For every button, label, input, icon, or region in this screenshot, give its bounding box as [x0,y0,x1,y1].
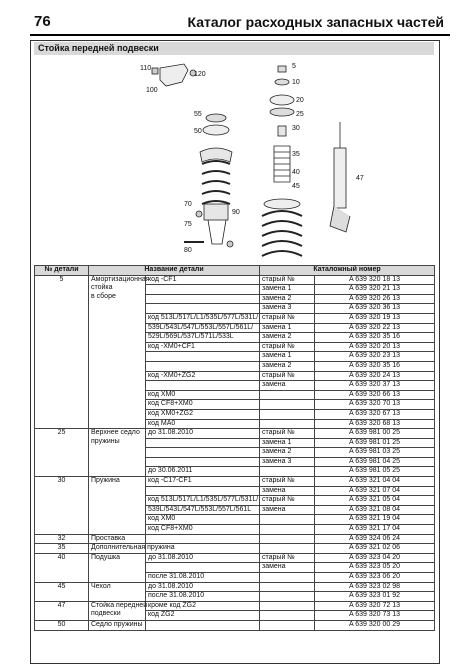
status-label: замена [260,486,315,496]
status-label: старый № [260,477,315,487]
applicability-code [146,361,260,371]
applicability-code [146,620,260,630]
status-label: замена 2 [260,294,315,304]
applicability-code: код ZG2 [146,611,260,621]
part-name: Верхнее седло пружины [89,429,146,477]
catalog-number: A 639 320 67 13 [315,409,435,419]
status-label: старый № [260,429,315,439]
catalog-number: A 639 321 08 04 [315,505,435,515]
catalog-number: A 639 321 19 04 [315,515,435,525]
status-label [260,582,315,592]
callout-10: 10 [292,79,300,86]
status-label [260,534,315,544]
parts-table [34,265,435,631]
column-header: № детали [35,266,89,276]
catalog-number: A 639 981 05 25 [315,467,435,477]
status-label [260,620,315,630]
applicability-code: кроме код ZG2 [146,601,260,611]
catalog-number: A 639 323 02 98 [315,582,435,592]
catalog-number: A 639 320 19 13 [315,313,435,323]
status-label [260,419,315,429]
catalog-number: A 639 320 26 13 [315,294,435,304]
status-label [260,592,315,602]
catalog-number: A 639 320 20 13 [315,342,435,352]
status-label: старый № [260,371,315,381]
status-label: старый № [260,313,315,323]
applicability-code: код XM0 [146,390,260,400]
parts-table-body [35,275,435,630]
component-stack-drawing [262,66,302,256]
applicability-code: 539L/543L/547L/553L/557L/561L [146,505,260,515]
status-label: старый № [260,342,315,352]
applicability-code: до 31.08.2010 [146,553,260,563]
applicability-code: код -XM0+ZG2 [146,371,260,381]
callout-30: 30 [292,125,300,132]
catalog-number: A 639 320 35 16 [315,361,435,371]
catalog-number: A 639 320 37 13 [315,381,435,391]
part-name: Подушка [89,553,146,582]
applicability-code [146,486,260,496]
catalog-number: A 639 981 04 25 [315,457,435,467]
table-row [35,620,435,630]
catalog-number: A 639 321 07 04 [315,486,435,496]
page-number: 76 [34,13,51,30]
page-title: Каталог расходных запасных частей [187,14,444,30]
status-label [260,525,315,535]
shock-absorber-drawing [330,122,350,232]
status-label [260,409,315,419]
catalog-number: A 639 323 05 20 [315,563,435,573]
catalog-number: A 639 981 03 25 [315,448,435,458]
table-row [35,534,435,544]
callout-90: 90 [232,209,240,216]
status-label: замена 2 [260,333,315,343]
status-label [260,515,315,525]
applicability-code: код XM0+ZG2 [146,409,260,419]
status-label: старый № [260,496,315,506]
part-number: 25 [35,429,89,477]
catalog-number: A 639 320 18 13 [315,275,435,285]
status-label: замена 3 [260,457,315,467]
callout-45: 45 [292,183,300,190]
catalog-number: A 639 981 01 25 [315,438,435,448]
applicability-code [146,285,260,295]
status-label: замена 3 [260,304,315,314]
status-label [260,611,315,621]
part-name: Пружина [89,477,146,535]
applicability-code: код CF8+XM0 [146,525,260,535]
catalog-number: A 639 320 22 13 [315,323,435,333]
catalog-number: A 639 981 00 25 [315,429,435,439]
applicability-code: код XM0 [146,515,260,525]
status-label [260,467,315,477]
catalog-number: A 639 320 68 13 [315,419,435,429]
part-number: 5 [35,275,89,429]
callout-35: 35 [292,151,300,158]
callout-50: 50 [194,128,202,135]
status-label: старый № [260,275,315,285]
applicability-code: код -CF1 [146,275,260,285]
applicability-code [146,563,260,573]
callout-40: 40 [292,169,300,176]
applicability-code [146,457,260,467]
part-name: Седло пружины [89,620,146,630]
applicability-code: после 31.08.2010 [146,573,260,583]
table-row [35,544,435,554]
catalog-number: A 639 320 36 13 [315,304,435,314]
catalog-number: A 639 320 72 13 [315,601,435,611]
callout-47: 47 [356,175,364,182]
applicability-code: код 513L/517L/L1/535L/577L/531L/ [146,496,260,506]
catalog-number: A 639 324 06 24 [315,534,435,544]
status-label: замена 2 [260,448,315,458]
status-label [260,544,315,554]
catalog-number: A 639 321 02 06 [315,544,435,554]
catalog-number: A 639 320 24 13 [315,371,435,381]
part-number: 40 [35,553,89,582]
status-label: замена [260,381,315,391]
status-label: замена 1 [260,285,315,295]
status-label [260,573,315,583]
applicability-code: код 513L/517L/L1/535L/577L/531L/ [146,313,260,323]
applicability-code [146,534,260,544]
status-label: замена 1 [260,438,315,448]
catalog-number: A 639 320 23 13 [315,352,435,362]
table-row [35,275,435,285]
status-label [260,400,315,410]
catalog-number: A 639 320 66 13 [315,390,435,400]
applicability-code: до 31.08.2010 [146,582,260,592]
catalog-number: A 639 320 00 29 [315,620,435,630]
status-label: замена 1 [260,323,315,333]
status-label [260,601,315,611]
part-number: 50 [35,620,89,630]
status-label: замена 1 [260,352,315,362]
applicability-code: до 31.08.2010 [146,429,260,439]
callout-70: 70 [184,201,192,208]
applicability-code: 529L/569L/537L/571L/533L [146,333,260,343]
catalog-number: A 639 321 04 04 [315,477,435,487]
part-number: 35 [35,544,89,554]
page-header [30,12,450,36]
part-name: Амортизационная стойка в сборе [89,275,146,429]
applicability-code [146,352,260,362]
callout-75: 75 [184,221,192,228]
callout-110: 110 [140,65,152,72]
status-label: замена 2 [260,361,315,371]
status-label: старый № [260,553,315,563]
callout-100: 100 [146,87,158,94]
catalog-number: A 639 323 01 92 [315,592,435,602]
status-label: замена [260,505,315,515]
table-row [35,553,435,563]
applicability-code: до 30.06.2011 [146,467,260,477]
catalog-number: A 639 323 04 20 [315,553,435,563]
part-number: 32 [35,534,89,544]
callout-5: 5 [292,63,296,70]
part-number: 47 [35,601,89,620]
catalog-number: A 639 321 17 04 [315,525,435,535]
status-label: замена [260,563,315,573]
section-title: Стойка передней подвески [34,42,434,55]
part-number: 45 [35,582,89,601]
applicability-code [146,438,260,448]
callout-80: 80 [184,247,192,254]
part-number: 30 [35,477,89,535]
table-row [35,582,435,592]
applicability-code [146,448,260,458]
column-header: Каталожный номер [260,266,435,276]
applicability-code: после 31.08.2010 [146,592,260,602]
status-label [260,390,315,400]
catalog-number: A 639 321 05 04 [315,496,435,506]
applicability-code [146,304,260,314]
table-row [35,601,435,611]
applicability-code: код -C17-CF1 [146,477,260,487]
callout-25: 25 [296,111,304,118]
applicability-code [146,381,260,391]
table-row [35,477,435,487]
catalog-number: A 639 320 73 13 [315,611,435,621]
catalog-number: A 639 323 06 20 [315,573,435,583]
callout-120: 120 [194,71,206,78]
suspension-diagram [34,56,434,262]
applicability-code: код -XM0+CF1 [146,342,260,352]
part-name: Стойка передней подвески [89,601,146,620]
callout-20: 20 [296,97,304,104]
part-name: Проставка [89,534,146,544]
catalog-number: A 639 320 21 13 [315,285,435,295]
catalog-number: A 639 320 70 13 [315,400,435,410]
part-name: Дополнительная пружина [89,544,146,554]
applicability-code: код CF8+XM0 [146,400,260,410]
callout-55: 55 [194,111,202,118]
part-name: Чехол [89,582,146,601]
applicability-code: 539L/543L/547L/553L/557L/561L/ [146,323,260,333]
column-header: Название детали [89,266,260,276]
catalog-number: A 639 320 35 16 [315,333,435,343]
applicability-code: код MA0 [146,419,260,429]
table-row [35,429,435,439]
upper-mount-drawing [152,64,196,86]
table-header-row [35,266,435,276]
applicability-code [146,294,260,304]
